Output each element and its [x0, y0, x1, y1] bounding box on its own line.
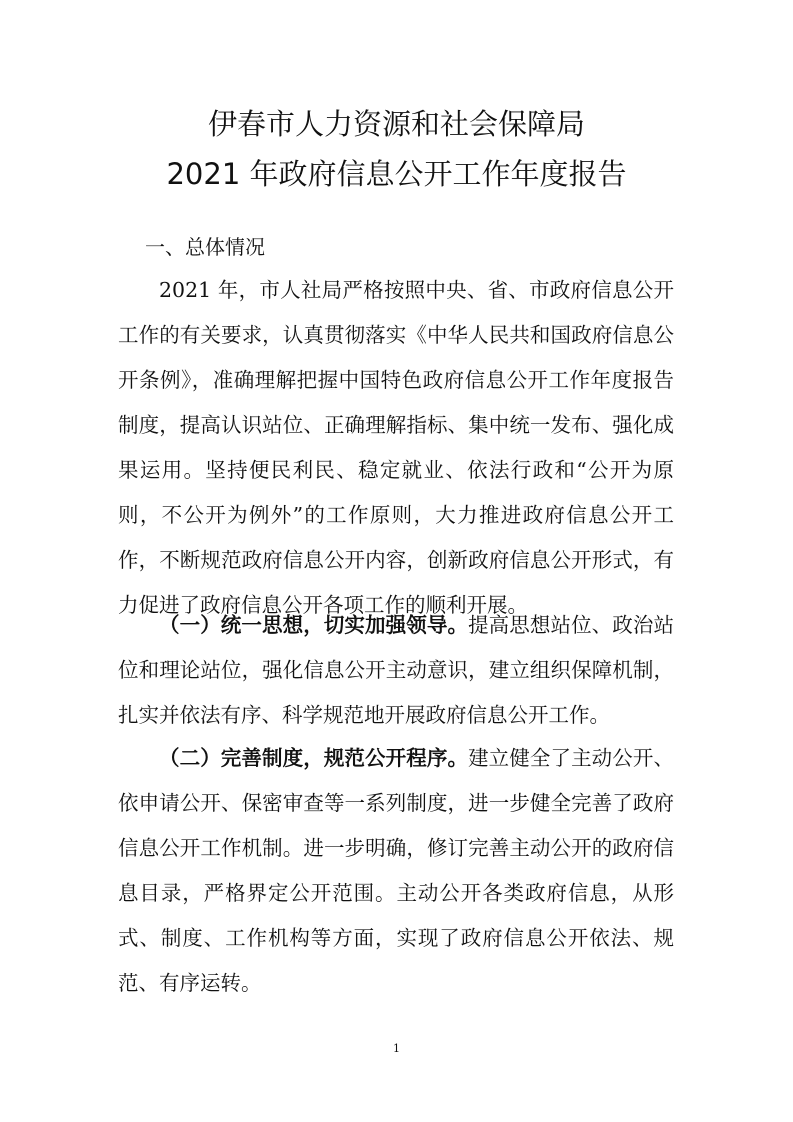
paragraph-overview — [118, 268, 674, 628]
page-number: 1 — [393, 1042, 400, 1055]
paragraph-system-body: 建立健全了主动公开、依申请公开、保密审查等一系列制度，进一步健全完善了政府信息公开工作机制。进一步明确，修订完善主动公开的政府信息目录，严格界定公开范围。主动公开各类政府信息，从形式、制度、工作机构等方面，实现了政府信息公开依法、规范、有序运转。 — [118, 746, 674, 995]
paragraph-leadership-lead: （一）统一思想，切实加强领导。 — [159, 613, 469, 637]
paragraph-system — [118, 736, 674, 1006]
paragraph-overview-text: 2021 年，市人社局严格按照中央、省、市政府信息公开工作的有关要求，认真贯彻落实《中华人民共和国政府信息公开条例》，准确理解把握中国特色政府信息公开工作年度报告制度，提高认识站位、正确理解指标、集中统一发布、强化成果运用。坚持便民利民、稳定就业、依法行政和“公开为原则，不公开为例外”的工作原则，大力推进政府信息公开工作，不断规范政府信息公开内容，创新政府信息公开形式，有力促进了政府信息公开各项工作的顺利开展。 — [118, 278, 674, 617]
document-title-line-1: 伊春市人力资源和社会保障局 — [207, 107, 585, 141]
paragraph-leadership-body: 提高思想站位、政治站位和理论站位，强化信息公开主动意识，建立组织保障机制，扎实并依法有序、科学规范地开展政府信息公开工作。 — [118, 613, 674, 727]
paragraph-system-lead: （二）完善制度，规范公开程序。 — [159, 746, 469, 770]
document-title-line-2: 2021 年政府信息公开工作年度报告 — [166, 157, 627, 191]
section-heading-overview: 一、总体情况 — [145, 235, 265, 259]
paragraph-leadership — [118, 603, 674, 738]
